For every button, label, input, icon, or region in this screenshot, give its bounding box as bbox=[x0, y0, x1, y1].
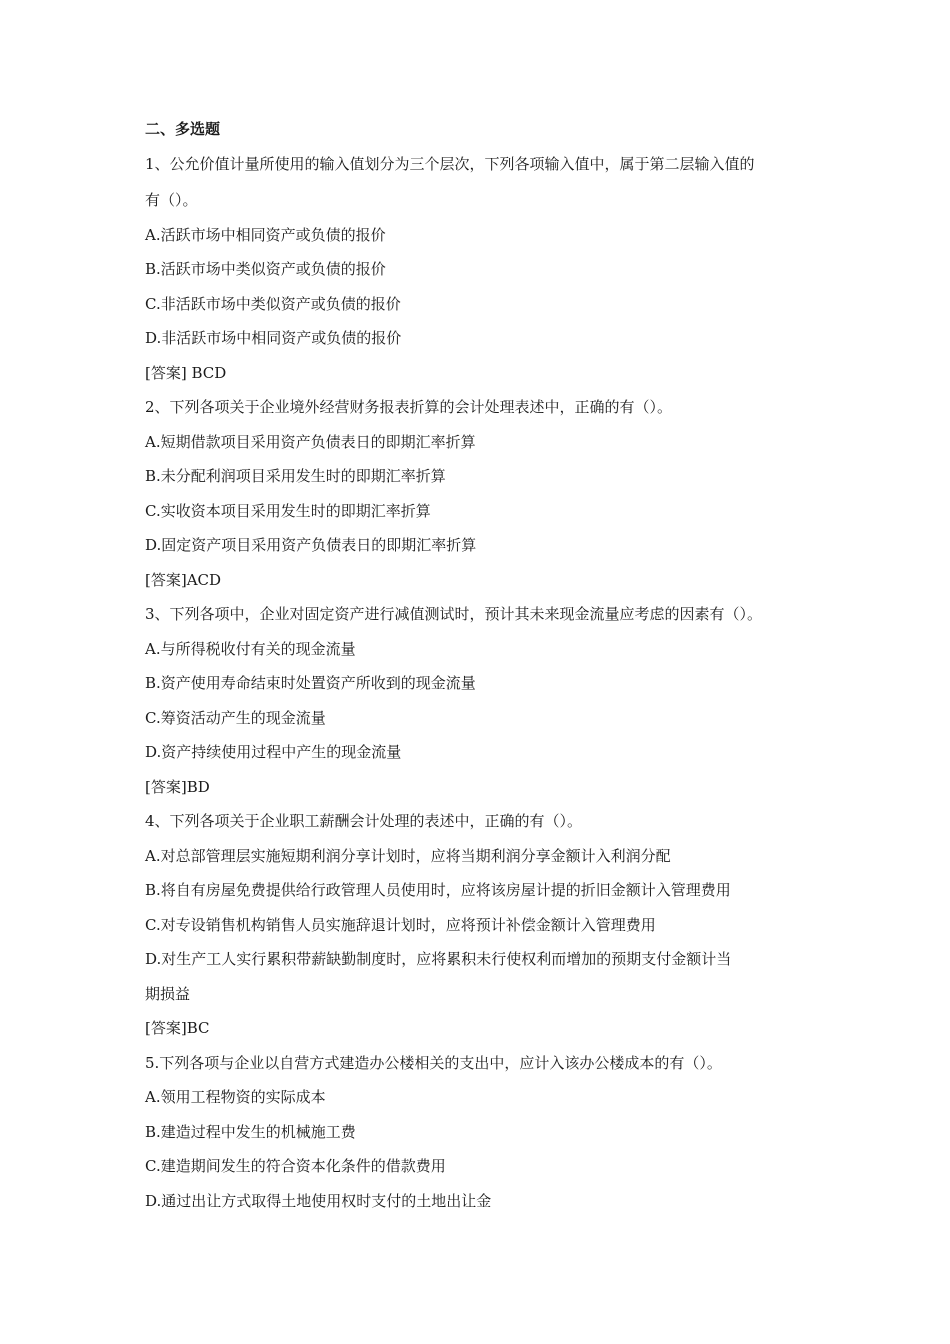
question-2-option-c: C.实收资本项目采用发生时的即期汇率折算 bbox=[145, 501, 431, 520]
question-1-option-d: D.非活跃市场中相同资产或负债的报价 bbox=[145, 329, 402, 347]
question-1-stem-line-1: 1、公允价值计量所使用的输入值划分为三个层次，下列各项输入值中，属于第二层输入值的 bbox=[145, 155, 755, 173]
question-4-option-a: A.对总部管理层实施短期利润分享计划时，应将当期利润分享金额计入利润分配 bbox=[145, 846, 671, 865]
question-5-option-d: D.通过出让方式取得土地使用权时支付的土地出让金 bbox=[145, 1191, 492, 1210]
question-3-option-c: C.筹资活动产生的现金流量 bbox=[145, 708, 326, 727]
question-1-option-a: A.活跃市场中相同资产或负债的报价 bbox=[145, 225, 386, 244]
question-4-answer: [答案]BC bbox=[145, 1019, 210, 1037]
question-3-stem: 3、下列各项中，企业对固定资产进行减值测试时，预计其未来现金流量应考虑的因素有（）。 bbox=[145, 605, 763, 623]
question-2-answer: [答案]ACD bbox=[145, 570, 222, 589]
question-4-stem: 4、下列各项关于企业职工薪酬会计处理的表述中，正确的有（）。 bbox=[145, 812, 583, 830]
section-title: 二、多选题 bbox=[145, 120, 221, 138]
question-2-option-a: A.短期借款项目采用资产负债表日的即期汇率折算 bbox=[145, 432, 476, 451]
question-3-option-d: D.资产持续使用过程中产生的现金流量 bbox=[145, 743, 402, 761]
question-5-stem: 5.下列各项与企业以自营方式建造办公楼相关的支出中，应计入该办公楼成本的有（）。 bbox=[145, 1053, 722, 1072]
question-1-option-b: B.活跃市场中类似资产或负债的报价 bbox=[145, 260, 386, 278]
question-1-answer: [答案] BCD bbox=[145, 363, 227, 382]
question-3-option-b: B.资产使用寿命结束时处置资产所收到的现金流量 bbox=[145, 674, 476, 692]
question-2-option-d: D.固定资产项目采用资产负债表日的即期汇率折算 bbox=[145, 536, 477, 554]
question-1-option-c: C.非活跃市场中类似资产或负债的报价 bbox=[145, 294, 401, 313]
question-4-option-d: D.对生产工人实行累积带薪缺勤制度时，应将累积未行使权利而增加的预期支付金额计当 bbox=[145, 950, 732, 968]
question-4-option-c: C.对专设销售机构销售人员实施辞退计划时，应将预计补偿金额计入管理费用 bbox=[145, 915, 656, 934]
document-page bbox=[145, 113, 865, 1218]
question-2-stem: 2、下列各项关于企业境外经营财务报表折算的会计处理表述中，正确的有（）。 bbox=[145, 398, 673, 416]
question-1-stem-line-2: 有（）。 bbox=[145, 191, 198, 209]
question-2-option-b: B.未分配利润项目采用发生时的即期汇率折算 bbox=[145, 467, 446, 485]
question-4-option-b: B.将自有房屋免费提供给行政管理人员使用时，应将该房屋计提的折旧金额计入管理费用 bbox=[145, 881, 731, 899]
question-5-option-b: B.建造过程中发生的机械施工费 bbox=[145, 1122, 356, 1141]
question-5-option-a: A.领用工程物资的实际成本 bbox=[145, 1088, 326, 1106]
question-3-option-a: A.与所得税收付有关的现金流量 bbox=[145, 639, 356, 658]
question-4-option-d-continued: 期损益 bbox=[145, 984, 191, 1003]
question-3-answer: [答案]BD bbox=[145, 777, 210, 796]
question-5-option-c: C.建造期间发生的符合资本化条件的借款费用 bbox=[145, 1157, 446, 1175]
